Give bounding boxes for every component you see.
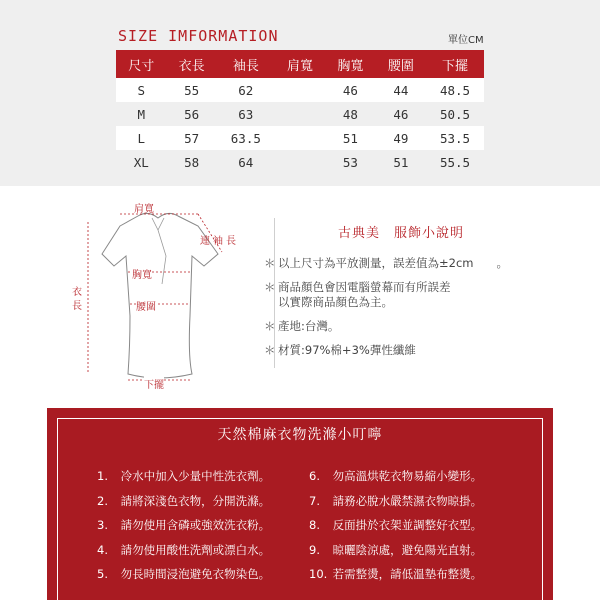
- shoulder-cell: [275, 78, 325, 102]
- item-number: 1.: [97, 469, 108, 483]
- washing-instructions-panel: [47, 408, 553, 600]
- size-header-cell: 腰圍: [387, 58, 414, 74]
- table-row: [116, 126, 484, 150]
- asterisk-icon: ＊: [264, 280, 276, 294]
- item-text: 冷水中加入少量中性洗衣劑。: [120, 469, 271, 483]
- list-item: [97, 493, 270, 518]
- item-text: 請務必脫水嚴禁濕衣物晾掛。: [332, 493, 483, 508]
- waist-label: 腰圍: [136, 298, 156, 313]
- shoulder-label: 肩寬: [134, 204, 154, 215]
- table-row: [116, 78, 484, 102]
- item-number: 9.: [309, 542, 320, 557]
- table-row: [116, 150, 484, 174]
- waist-cell: 51: [393, 154, 409, 170]
- item-text: 反面掛於衣架並調整好衣型。: [332, 518, 483, 532]
- size-header-cell: 肩寬: [286, 58, 313, 74]
- size-cell: L: [137, 130, 145, 146]
- size-cell: S: [137, 82, 145, 98]
- sleeve-cell: 63.5: [230, 130, 261, 146]
- description-list: [264, 256, 584, 367]
- hem-cell: 55.5: [439, 154, 471, 170]
- table-row: [116, 102, 484, 126]
- list-item: [264, 256, 584, 271]
- chest-cell: 53: [342, 154, 358, 170]
- item-number: 3.: [97, 518, 108, 532]
- item-number: 7.: [309, 493, 320, 508]
- item-number: 5.: [97, 567, 108, 581]
- size-header-cell: 胸寬: [337, 58, 364, 74]
- hem-cell: 50.5: [439, 106, 471, 122]
- item-text: 勿長時間浸泡避免衣物染色。: [120, 567, 271, 581]
- shoulder-cell: [275, 150, 325, 174]
- chest-cell: 48: [342, 106, 358, 122]
- sleeve-cell: 63: [238, 106, 254, 122]
- asterisk-icon: ＊: [264, 343, 276, 357]
- item-text: 請勿使用酸性洗劑或漂白水。: [120, 542, 271, 557]
- list-item: [264, 343, 584, 358]
- list-item: [97, 517, 270, 542]
- size-cell: M: [137, 106, 145, 122]
- list-item: [309, 542, 482, 567]
- list-item: [97, 566, 270, 591]
- size-cell: XL: [133, 154, 149, 170]
- length-label: 衣長: [72, 287, 82, 312]
- size-table-header-row: [116, 50, 484, 78]
- list-item: [309, 517, 482, 542]
- list-item: [264, 319, 584, 334]
- list-item: [309, 468, 482, 493]
- sleeve-cell: 62: [238, 82, 254, 98]
- sleeve-label: 連袖長: [200, 236, 239, 247]
- description-title: 古典美 服飾小說明: [338, 226, 465, 241]
- size-table: [116, 50, 484, 174]
- item-text: 勿高溫烘乾衣物易縮小變形。: [332, 469, 483, 483]
- size-header-cell: 袖長: [232, 58, 259, 74]
- item-text: 請將深淺色衣物，分開洗滌。: [120, 493, 271, 508]
- length-cell: 58: [184, 154, 200, 170]
- measurement-diagram: [58, 196, 258, 396]
- waist-cell: 46: [393, 106, 409, 122]
- waist-cell: 44: [393, 82, 409, 98]
- hem-cell: 48.5: [439, 82, 471, 98]
- washing-title: 天然棉麻衣物洗滌小叮嚀: [217, 427, 383, 443]
- item-text: 請勿使用含磷或強效洗衣粉。: [120, 518, 271, 532]
- item-text: 晾曬陰涼處，避免陽光直射。: [332, 542, 483, 557]
- washing-list-right: [309, 468, 482, 591]
- list-item: [309, 493, 482, 518]
- chest-cell: 51: [342, 130, 358, 146]
- list-item: [264, 280, 584, 310]
- description-text: 以上尺寸為平放測量，誤差值為±2cm 。: [278, 256, 508, 270]
- size-header-cell: 尺寸: [128, 58, 155, 74]
- size-unit-label: 單位CM: [448, 35, 484, 46]
- size-table-title: SIZE IMFORMATION: [118, 27, 279, 45]
- chest-label: 胸寬: [132, 266, 152, 281]
- list-item: [97, 542, 270, 567]
- item-number: 6.: [309, 469, 320, 483]
- list-item: [97, 468, 270, 493]
- shoulder-cell: [275, 126, 325, 150]
- asterisk-icon: ＊: [264, 256, 276, 270]
- sleeve-cell: 64: [238, 154, 254, 170]
- item-number: 10.: [309, 567, 328, 581]
- hem-cell: 53.5: [439, 130, 471, 146]
- size-header-cell: 衣長: [178, 58, 205, 74]
- dress-outline-icon: [58, 196, 258, 396]
- item-text: 若需整燙，請低溫墊布整燙。: [332, 567, 483, 581]
- shoulder-cell: [275, 102, 325, 126]
- description-text: 商品顏色會因電腦螢幕而有所誤差 以實際商品顏色為主。: [278, 280, 451, 309]
- asterisk-icon: ＊: [264, 319, 276, 333]
- length-cell: 55: [184, 82, 200, 98]
- length-cell: 57: [184, 130, 200, 146]
- size-header-cell: 下擺: [442, 58, 469, 74]
- hem-label: 下擺: [144, 376, 164, 391]
- description-text: 產地:台灣。: [278, 319, 340, 333]
- length-cell: 56: [184, 106, 200, 122]
- description-text: 材質:97%棉+3%彈性纖維: [278, 343, 416, 357]
- waist-cell: 49: [393, 130, 409, 146]
- chest-cell: 46: [342, 82, 358, 98]
- item-number: 2.: [97, 493, 108, 508]
- washing-list-left: [97, 468, 270, 591]
- item-number: 4.: [97, 542, 108, 557]
- item-number: 8.: [309, 518, 320, 532]
- list-item: [309, 566, 482, 591]
